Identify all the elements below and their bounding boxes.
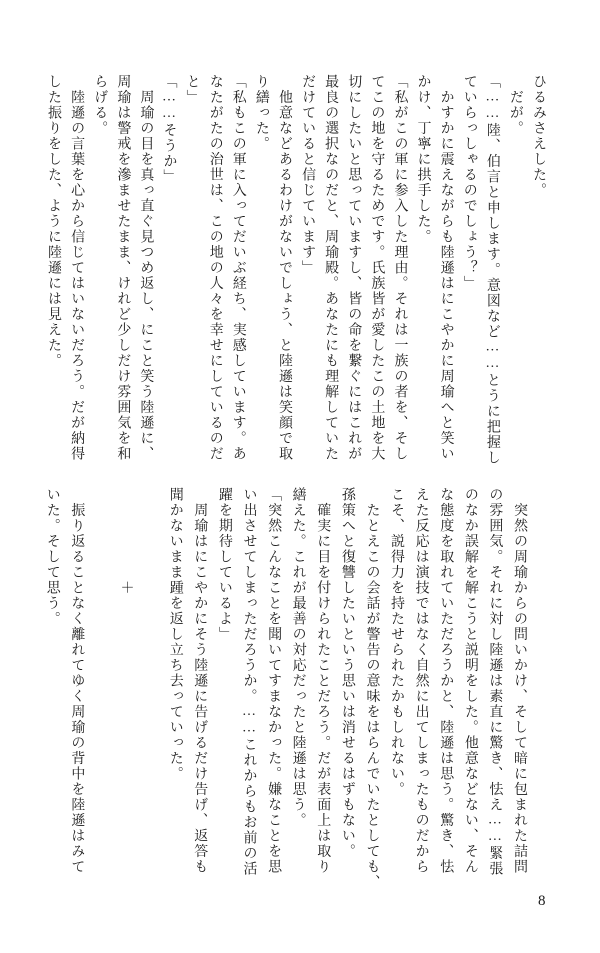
text-line bbox=[88, 487, 113, 907]
text-line: 切にしたいと思っていますし、皆の命を繋ぐにはこれが bbox=[346, 74, 362, 462]
text-line: 振り返ることなく離れてゆく周瑜の背中を陸遜はみて bbox=[69, 487, 85, 875]
text-line: い出させてしまっただろうか。……これからもお前の活 bbox=[241, 487, 257, 877]
lower-text-block bbox=[39, 487, 531, 907]
text-line: と」 bbox=[184, 74, 200, 105]
text-line: 「私がこの軍に参入した理由。それは一族の者を、そし bbox=[392, 74, 408, 462]
text-line: 突然の周瑜からの問いかけ、そして暗に包まれた詰問 bbox=[512, 487, 527, 875]
text-line: 周瑜は警戒を滲ませたまま、けれど少しだけ雰囲気を和 bbox=[115, 74, 131, 462]
text-line: した振りをした、ように陸遜には見えた。 bbox=[46, 74, 62, 369]
text-line: ＋ bbox=[118, 487, 134, 596]
text-line: 周瑜の目を真っ直ぐ見つめ返し、にこと笑う陸遜に、 bbox=[138, 74, 154, 462]
text-line: 繕えた。これが最善の対応だったと陸遜は思う。 bbox=[290, 487, 306, 828]
text-line: 聞かないまま踵を返し立ち去っていった。 bbox=[167, 487, 183, 782]
text-line: 最良の選択なのだと、周瑜殿。あなたにも理解していた bbox=[323, 74, 339, 462]
text-line: こそ、説得力を持たせられたかもしれない。 bbox=[389, 487, 405, 797]
text-line: 確実に目を付けられたことだろう。だが表面上は取り bbox=[315, 487, 331, 875]
text-line: えた反応は演技ではなく自然に出てしまったものだから bbox=[413, 487, 429, 875]
text-line: 「突然こんなことを聞いてすまなかった。嫌なことを思 bbox=[266, 487, 282, 875]
text-line: り繕った。 bbox=[253, 74, 269, 152]
text-line: のなか誤解を解こうと説明をした。他意などない、そん bbox=[462, 487, 478, 875]
text-line: 孫策へと復讐したいという思いは消せるはずもない。 bbox=[339, 487, 355, 859]
text-line: 他意などあるわけがないでしょう、と陸遜は笑顔で取 bbox=[276, 74, 292, 462]
text-line: らげる。 bbox=[92, 74, 108, 136]
page-number: 8 bbox=[538, 893, 546, 909]
upper-text-block bbox=[42, 74, 550, 494]
text-line: の雰囲気。それに対し陸遜は素直に驚き、怯え……緊張 bbox=[487, 487, 503, 877]
text-line: てこの地を守るためです。氏族皆が愛したこの土地を大 bbox=[369, 74, 385, 462]
text-line: 「私もこの軍に入ってだいぶ経ち、実感しています。あ bbox=[230, 74, 246, 462]
text-line: いた。そして思う。 bbox=[44, 487, 60, 627]
text-line: かすかに震えながらも陸遜はにこやかに周瑜へと笑い bbox=[438, 74, 454, 462]
text-line: ひるみさえした。 bbox=[531, 74, 546, 198]
text-line: だけていると信じています」 bbox=[300, 74, 316, 276]
text-line: 周瑜はにこやかにそう陸遜に告げるだけ告げ、返答も bbox=[192, 487, 208, 875]
text-line: なたがたの治世は、この地の人々を幸せにしているのだ bbox=[207, 74, 223, 462]
text-line: 陸遜の言葉を心から信じてはいないだろう。だが納得 bbox=[69, 74, 85, 462]
text-line: な態度を取れていただろうかと、陸遜は思う。驚き、怯 bbox=[438, 487, 454, 875]
text-line: 躍を期待しているよ」 bbox=[216, 487, 232, 642]
text-line: ていらっしゃるのでしょう？」 bbox=[461, 74, 477, 291]
text-line: 「……そうか」 bbox=[161, 74, 177, 185]
text-line bbox=[138, 487, 163, 907]
text-line: 「……陸、伯言と申します。意図など……とうに把握し bbox=[484, 74, 500, 466]
text-line: たとえこの会話が警告の意味をはらんでいたとしても、 bbox=[364, 487, 380, 890]
text-line: だが。 bbox=[507, 74, 523, 136]
text-line: かけ、丁寧に拱手した。 bbox=[415, 74, 431, 245]
